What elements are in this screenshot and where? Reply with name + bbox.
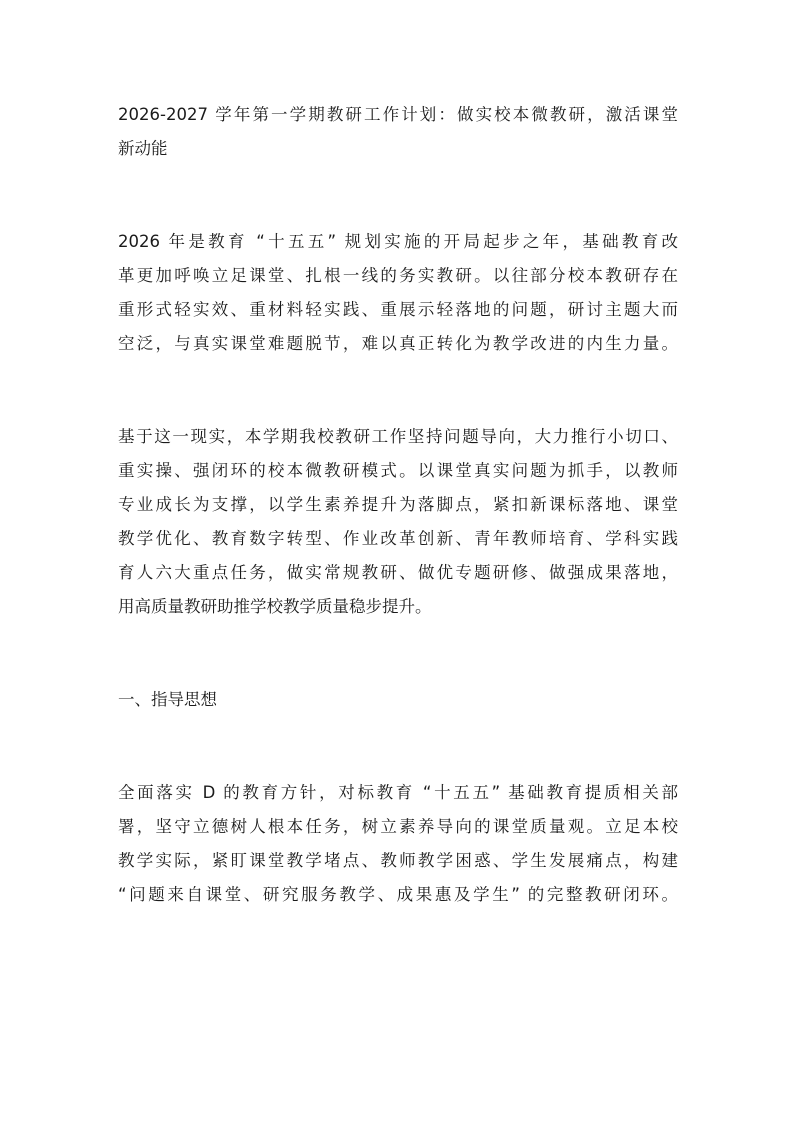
spacer [118,717,678,776]
paragraph-line: 署，坚守立德树人根本任务，树立素养导向的课堂质量观。立足本校 [118,817,678,836]
document-title [118,98,678,166]
paragraph-line: 重实操、强闭环的校本微教研模式。以课堂真实问题为抓手，以教师 [118,461,678,480]
spacer [118,624,678,683]
spacer [118,166,678,225]
paragraph-line: 重形式轻实效、重材料轻实践、重展示轻落地的问题，研讨主题大而 [118,300,678,319]
paragraph-line: 基于这一现实，本学期我校教研工作坚持问题导向，大力推行小切口、 [118,427,678,446]
paragraph-line: 2026 年是教育 “十五五” 规划实施的开局起步之年，基础教育改 [118,232,678,251]
paragraph-line: 用高质量教研助推学校教学质量稳步提升。 [118,597,432,616]
paragraph-line: 教学实际，紧盯课堂教学堵点、教师教学困惑、学生发展痛点，构建 [118,851,678,870]
paragraph-context [118,420,678,624]
section-heading: 一、指导思想 [118,690,217,709]
paragraph-line: 全面落实 D 的教育方针，对标教育 “十五五” 基础教育提质相关部 [118,783,678,802]
paragraph-guiding-ideology [118,776,678,912]
spacer [118,361,678,420]
paragraph-line: 专业成长为支撑，以学生素养提升为落脚点，紧扣新课标落地、课堂 [118,495,678,514]
title-line: 2026-2027 学年第一学期教研工作计划：做实校本微教研，激活课堂 [118,105,678,124]
document-body [118,98,678,912]
paragraph-intro [118,225,678,361]
paragraph-line: 革更加呼唤立足课堂、扎根一线的务实教研。以往部分校本教研存在 [118,266,678,285]
title-line: 新动能 [118,139,168,158]
paragraph-line: “问题来自课堂、研究服务教学、成果惠及学生” 的完整教研闭环。 [118,885,678,904]
paragraph-line: 空泛，与真实课堂难题脱节，难以真正转化为教学改进的内生力量。 [118,334,678,353]
paragraph-line: 育人六大重点任务，做实常规教研、做优专题研修、做强成果落地， [118,563,678,582]
paragraph-line: 教学优化、教育数字转型、作业改革创新、青年教师培育、学科实践 [118,529,678,548]
